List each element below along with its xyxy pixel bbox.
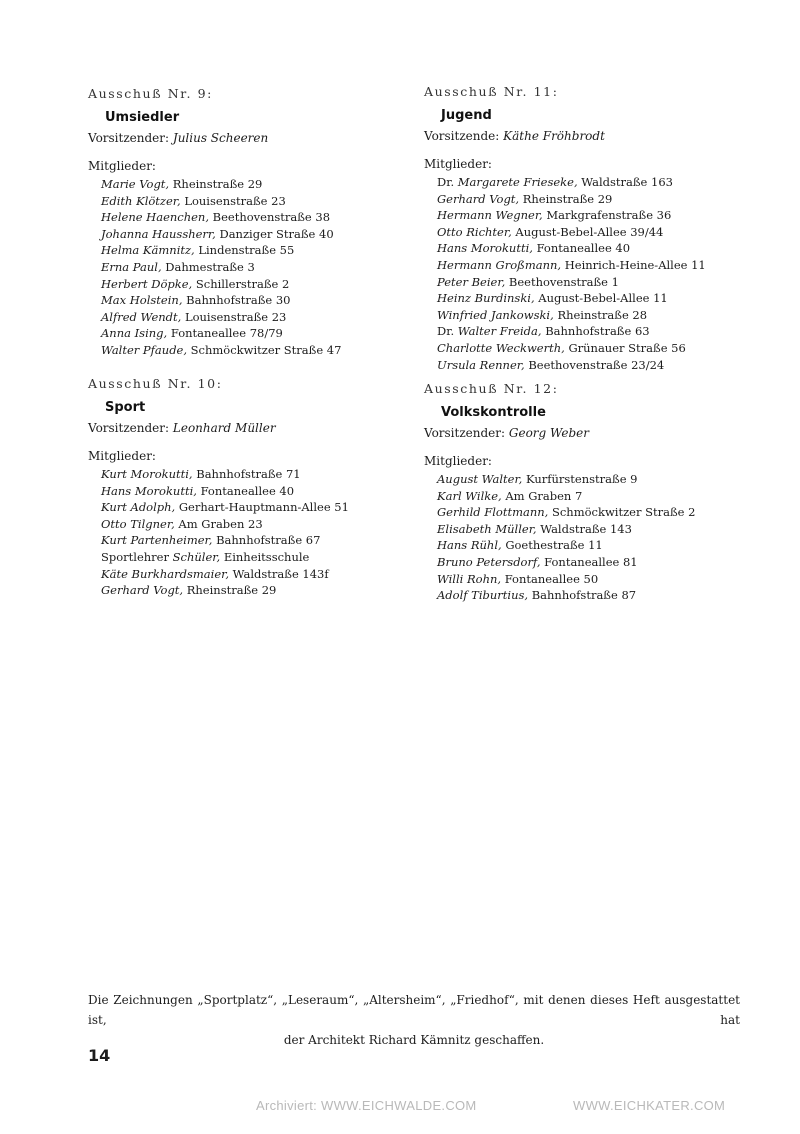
chair-line [88, 420, 418, 436]
member-name: Hermann Großmann, [437, 257, 562, 272]
chair-name: Käthe Fröhbrodt [503, 129, 605, 143]
member-address: Bahnhofstraße 71 [196, 467, 301, 481]
member-row [437, 191, 744, 208]
member-address: Bahnhofstraße 67 [216, 533, 321, 548]
member-name: Herbert Döpke, [101, 276, 193, 291]
member-name: Max Holstein, [101, 293, 183, 308]
member-name: Ursula Renner, [437, 357, 525, 372]
member-address: Beethovenstraße 23/24 [528, 357, 665, 372]
member-row [101, 549, 418, 566]
member-address: Rheinstraße 28 [557, 307, 648, 322]
members-label: Mitglieder: [424, 454, 492, 468]
member-address: Fontaneallee 81 [544, 554, 638, 569]
footer-line-2: der Architekt Richard Kämnitz geschaffen. [283, 1033, 545, 1047]
member-row [101, 176, 418, 193]
member-name: Elisabeth Müller, [437, 521, 537, 536]
member-row [101, 193, 418, 210]
member-name: Hans Morokutti, [101, 483, 197, 498]
member-address: Waldstraße 163 [581, 175, 673, 189]
member-address: Louisenstraße 23 [184, 193, 286, 208]
member-name: Kurt Partenheimer, [101, 533, 213, 548]
committee-number: Ausschuß Nr. 10: [88, 376, 223, 391]
watermark-left: Archiviert: WWW.EICHWALDE.COM [256, 1098, 477, 1113]
chair-label: Vorsitzende: [424, 129, 500, 143]
page-number: 14 [88, 1046, 111, 1065]
member-address: Am Graben 23 [178, 516, 263, 531]
member-address: Schillerstraße 2 [195, 276, 290, 291]
member-row [437, 521, 744, 538]
chair-name: Leonhard Müller [172, 421, 276, 435]
member-name: Adolf Tiburtius, [437, 588, 529, 603]
member-address: Markgrafenstraße 36 [546, 208, 672, 223]
chair-label: Vorsitzender: [424, 426, 506, 440]
member-row [101, 276, 418, 293]
footer-note [88, 990, 740, 1050]
member-row [101, 309, 418, 326]
member-address: Lindenstraße 55 [198, 243, 295, 258]
member-name: Helma Kämnitz, [101, 243, 195, 258]
committee-title: Sport [105, 400, 146, 415]
member-row [101, 209, 418, 226]
member-name: Willi Rohn, [437, 571, 502, 586]
committee-number: Ausschuß Nr. 12: [424, 381, 559, 396]
member-row [101, 292, 418, 309]
member-prefix: Dr. [437, 324, 455, 339]
member-list [101, 466, 418, 599]
member-name: Helene Haenchen, [101, 210, 209, 225]
member-name: Kurt Morokutti, [101, 467, 193, 481]
chair-line [88, 130, 418, 146]
member-address: Fontaneallee 40 [200, 483, 295, 498]
member-address: Rheinstraße 29 [172, 177, 263, 191]
chair-label: Vorsitzender: [88, 421, 170, 435]
member-address: Fontaneallee 78/79 [170, 326, 283, 341]
member-row [101, 483, 418, 500]
member-name: Charlotte Weckwerth, [437, 340, 565, 355]
member-address: Rheinstraße 29 [186, 583, 277, 598]
member-row [101, 466, 418, 483]
member-address: August-Bebel-Allee 11 [538, 291, 668, 306]
member-row [437, 257, 744, 274]
member-row [437, 290, 744, 307]
member-row [437, 224, 744, 241]
committee-title: Volkskontrolle [441, 405, 546, 420]
member-name: Alfred Wendt, [101, 309, 182, 324]
member-name: Schüler, [172, 549, 221, 564]
watermark-right: WWW.EICHKATER.COM [573, 1098, 726, 1113]
member-address: August-Bebel-Allee 39/44 [515, 224, 664, 239]
member-name: Karl Wilke, [437, 488, 502, 503]
member-row [101, 566, 418, 583]
member-name: Bruno Petersdorf, [437, 554, 541, 569]
member-address: Fontaneallee 50 [504, 571, 599, 586]
member-row [437, 240, 744, 257]
member-row [437, 571, 744, 588]
chair-line [424, 128, 744, 144]
member-row [437, 504, 744, 521]
member-row [437, 554, 744, 571]
committee-10 [88, 376, 418, 599]
member-row [437, 207, 744, 224]
chair-name: Georg Weber [508, 426, 590, 440]
member-row [101, 226, 418, 243]
member-address: Kurfürstenstraße 9 [526, 472, 638, 486]
member-address: Goethestraße 11 [505, 538, 603, 553]
member-prefix: Sportlehrer [101, 549, 169, 564]
member-address: Schmöckwitzer Straße 47 [190, 342, 342, 357]
member-address: Bahnhofstraße 63 [545, 324, 650, 339]
member-address: Am Graben 7 [505, 488, 583, 503]
committee-12 [424, 381, 744, 604]
member-row [101, 342, 418, 359]
member-list [437, 471, 744, 604]
member-prefix: Dr. [437, 175, 455, 189]
member-list [101, 176, 418, 359]
member-name: Erna Paul, [101, 259, 162, 274]
member-name: Peter Beier, [437, 274, 506, 289]
member-name: Anna Ising, [101, 326, 168, 341]
member-address: Gerhart-Hauptmann-Allee 51 [178, 500, 349, 515]
member-name: Winfried Jankowski, [437, 307, 554, 322]
member-row [437, 357, 744, 374]
member-row [101, 516, 418, 533]
member-address: Waldstraße 143f [232, 566, 329, 581]
committee-title: Jugend [441, 108, 492, 123]
member-address: Dahmestraße 3 [165, 259, 255, 274]
chair-line [424, 425, 744, 441]
member-name: Hans Rühl, [437, 538, 502, 553]
member-row [101, 259, 418, 276]
member-name: Otto Tilgner, [101, 516, 175, 531]
member-address: Fontaneallee 40 [536, 241, 631, 256]
member-row [437, 537, 744, 554]
member-name: Walter Pfaude, [101, 342, 188, 357]
member-address: Bahnhofstraße 87 [531, 588, 637, 603]
member-name: Johanna Haussherr, [101, 226, 216, 241]
member-name: Heinz Burdinski, [437, 291, 535, 306]
member-name: Hermann Wegner, [437, 208, 543, 223]
member-row [101, 582, 418, 599]
member-row [437, 274, 744, 291]
member-name: Hans Morokutti, [437, 241, 533, 256]
member-address: Grünauer Straße 56 [568, 340, 686, 355]
committee-number: Ausschuß Nr. 11: [424, 84, 559, 99]
member-address: Rheinstraße 29 [522, 191, 613, 206]
member-row [437, 340, 744, 357]
member-address: Louisenstraße 23 [184, 309, 287, 324]
members-label: Mitglieder: [88, 449, 156, 463]
member-name: Margarete Frieseke, [457, 175, 578, 189]
member-name: Otto Richter, [437, 224, 512, 239]
left-column [88, 86, 418, 606]
members-label: Mitglieder: [88, 159, 156, 173]
member-row [437, 323, 744, 340]
committee-9 [88, 86, 418, 359]
member-row [101, 499, 418, 516]
member-row [101, 532, 418, 549]
committee-title: Umsiedler [105, 110, 180, 125]
member-address: Einheitsschule [223, 549, 310, 564]
member-name: Gerhild Flottmann, [437, 505, 549, 520]
member-row [101, 242, 418, 259]
members-label: Mitglieder: [424, 157, 492, 171]
member-name: Kurt Adolph, [101, 500, 176, 515]
chair-label: Vorsitzender: [88, 131, 170, 145]
right-column [424, 84, 744, 604]
member-row [101, 325, 418, 342]
member-name: Edith Klötzer, [101, 193, 181, 208]
member-row [437, 488, 744, 505]
member-address: Beethovenstraße 38 [212, 210, 331, 225]
member-row [437, 307, 744, 324]
member-address: Waldstraße 143 [540, 521, 632, 536]
member-name: Marie Vogt, [101, 177, 170, 191]
member-list [437, 174, 744, 373]
member-row [437, 587, 744, 604]
member-name: August Walter, [437, 472, 523, 486]
member-address: Heinrich-Heine-Allee 11 [564, 257, 706, 272]
member-address: Bahnhofstraße 30 [186, 293, 291, 308]
member-name: Gerhard Vogt, [437, 191, 520, 206]
member-row [437, 174, 744, 191]
member-address: Schmöckwitzer Straße 2 [551, 505, 696, 520]
member-row [437, 471, 744, 488]
footer-line-1: Die Zeichnungen „Sportplatz“, „Leseraum“, „Altersheim“, „Friedhof“, mit denen dieses Heft ausgestattet ist, hat [88, 993, 740, 1027]
member-address: Danziger Straße 40 [219, 226, 334, 241]
chair-name: Julius Scheeren [172, 131, 269, 145]
committee-number: Ausschuß Nr. 9: [88, 86, 213, 101]
committee-11 [424, 84, 744, 373]
member-name: Walter Freida, [457, 324, 542, 339]
member-name: Käte Burkhardsmaier, [101, 566, 230, 581]
member-address: Beethovenstraße 1 [508, 274, 619, 289]
member-name: Gerhard Vogt, [101, 583, 184, 598]
